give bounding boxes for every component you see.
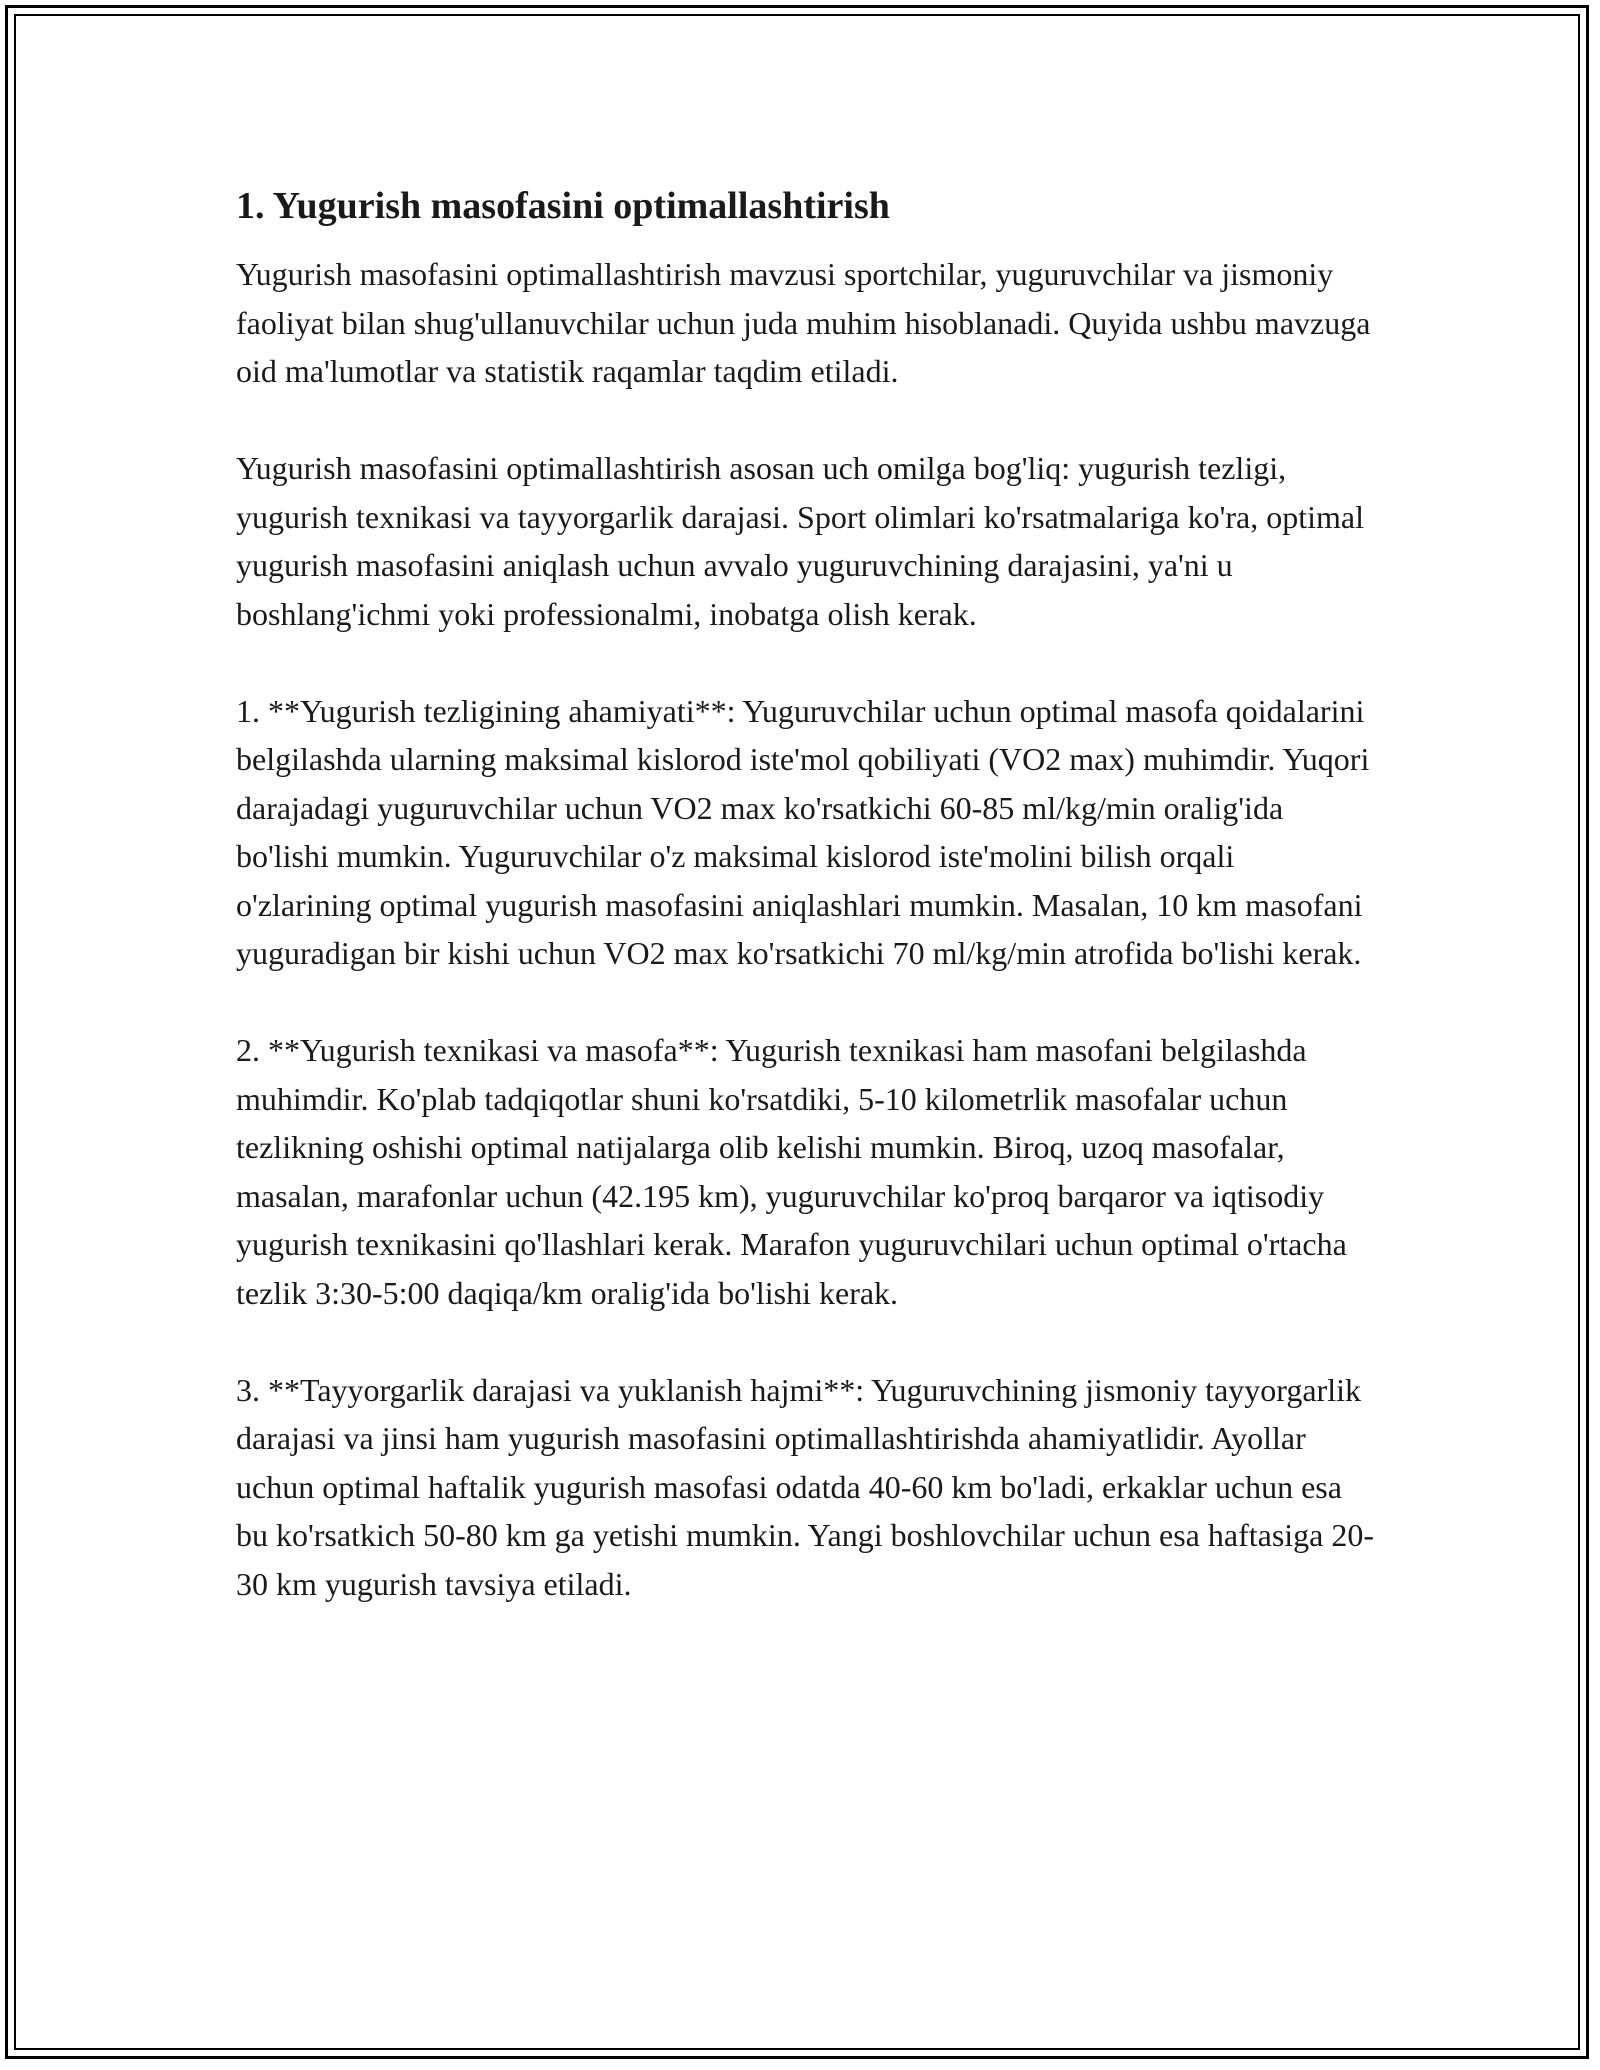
factors-paragraph: Yugurish masofasini optimallashtirish asosan uch omilga bog'liq: yugurish tezligi, yugurish texnikasi va tayyorgarlik darajasi. Sport olimlari ko'rsatmalariga ko'ra, optimal yugurish masofasini aniqlash uchun avvalo yuguruvchining darajasini, ya'ni u boshlang'ichmi yoki professionalmi, inobatga olish kerak. <box>236 450 1364 632</box>
technique-paragraph: 2. **Yugurish texnikasi va masofa**: Yugurish texnikasi ham masofani belgilashda muhimdir. Ko'plab tadqiqotlar shuni ko'rsatdiki, 5-10 kilometrlik masofalar uchun tezlikning oshishi optimal natijalarga olib kelishi mumkin. Biroq, uzoq masofalar, masalan, marafonlar uchun (42.195 km), yuguruvchilar ko'proq barqaror va iqtisodiy yugurish texnikasini qo'llashlari kerak. Marafon yuguruvchilari uchun optimal o'rtacha tezlik 3:30-5:00 daqiqa/km oralig'ida bo'lishi kerak. <box>236 1032 1347 1311</box>
training-paragraph: 3. **Tayyorgarlik darajasi va yuklanish hajmi**: Yuguruvchining jismoniy tayyorgarlik darajasi va jinsi ham yugurish masofasini optimallashtirishda ahamiyatlidir. Ayollar uchun optimal haftalik yugurish masofasi odatda 40-60 km bo'ladi, erkaklar uchun esa bu ko'rsatkich 50-80 km ga yetishi mumkin. Yangi boshlovchilar uchun esa haftasiga 20-30 km yugurish tavsiya etiladi. <box>236 1371 1375 1602</box>
document-title: 1. Yugurish masofasini optimallashtirish <box>236 185 890 227</box>
intro-paragraph: Yugurish masofasini optimallashtirish mavzusi sportchilar, yuguruvchilar va jismoniy faoliyat bilan shug'ullanuvchilar uchun juda muhim hisoblanadi. Quyida ushbu mavzuga oid ma'lumotlar va statistik raqamlar taqdim etiladi. <box>236 256 1371 389</box>
speed-paragraph: 1. **Yugurish tezligining ahamiyati**: Yuguruvchilar uchun optimal masofa qoidalarini belgilashda ularning maksimal kislorod iste'mol qobiliyati (VO2 max) muhimdir. Yuqori darajadagi yuguruvchilar uchun VO2 max ko'rsatkichi 60-85 ml/kg/min oralig'ida bo'lishi mumkin. Yuguruvchilar o'z maksimal kislorod iste'molini bilish orqali o'zlarining optimal yugurish masofasini aniqlashlari mumkin. Masalan, 10 km masofani yuguradigan bir kishi uchun VO2 max ko'rsatkichi 70 ml/kg/min atrofida bo'lishi kerak. <box>236 692 1370 971</box>
document-body <box>236 182 1376 1657</box>
